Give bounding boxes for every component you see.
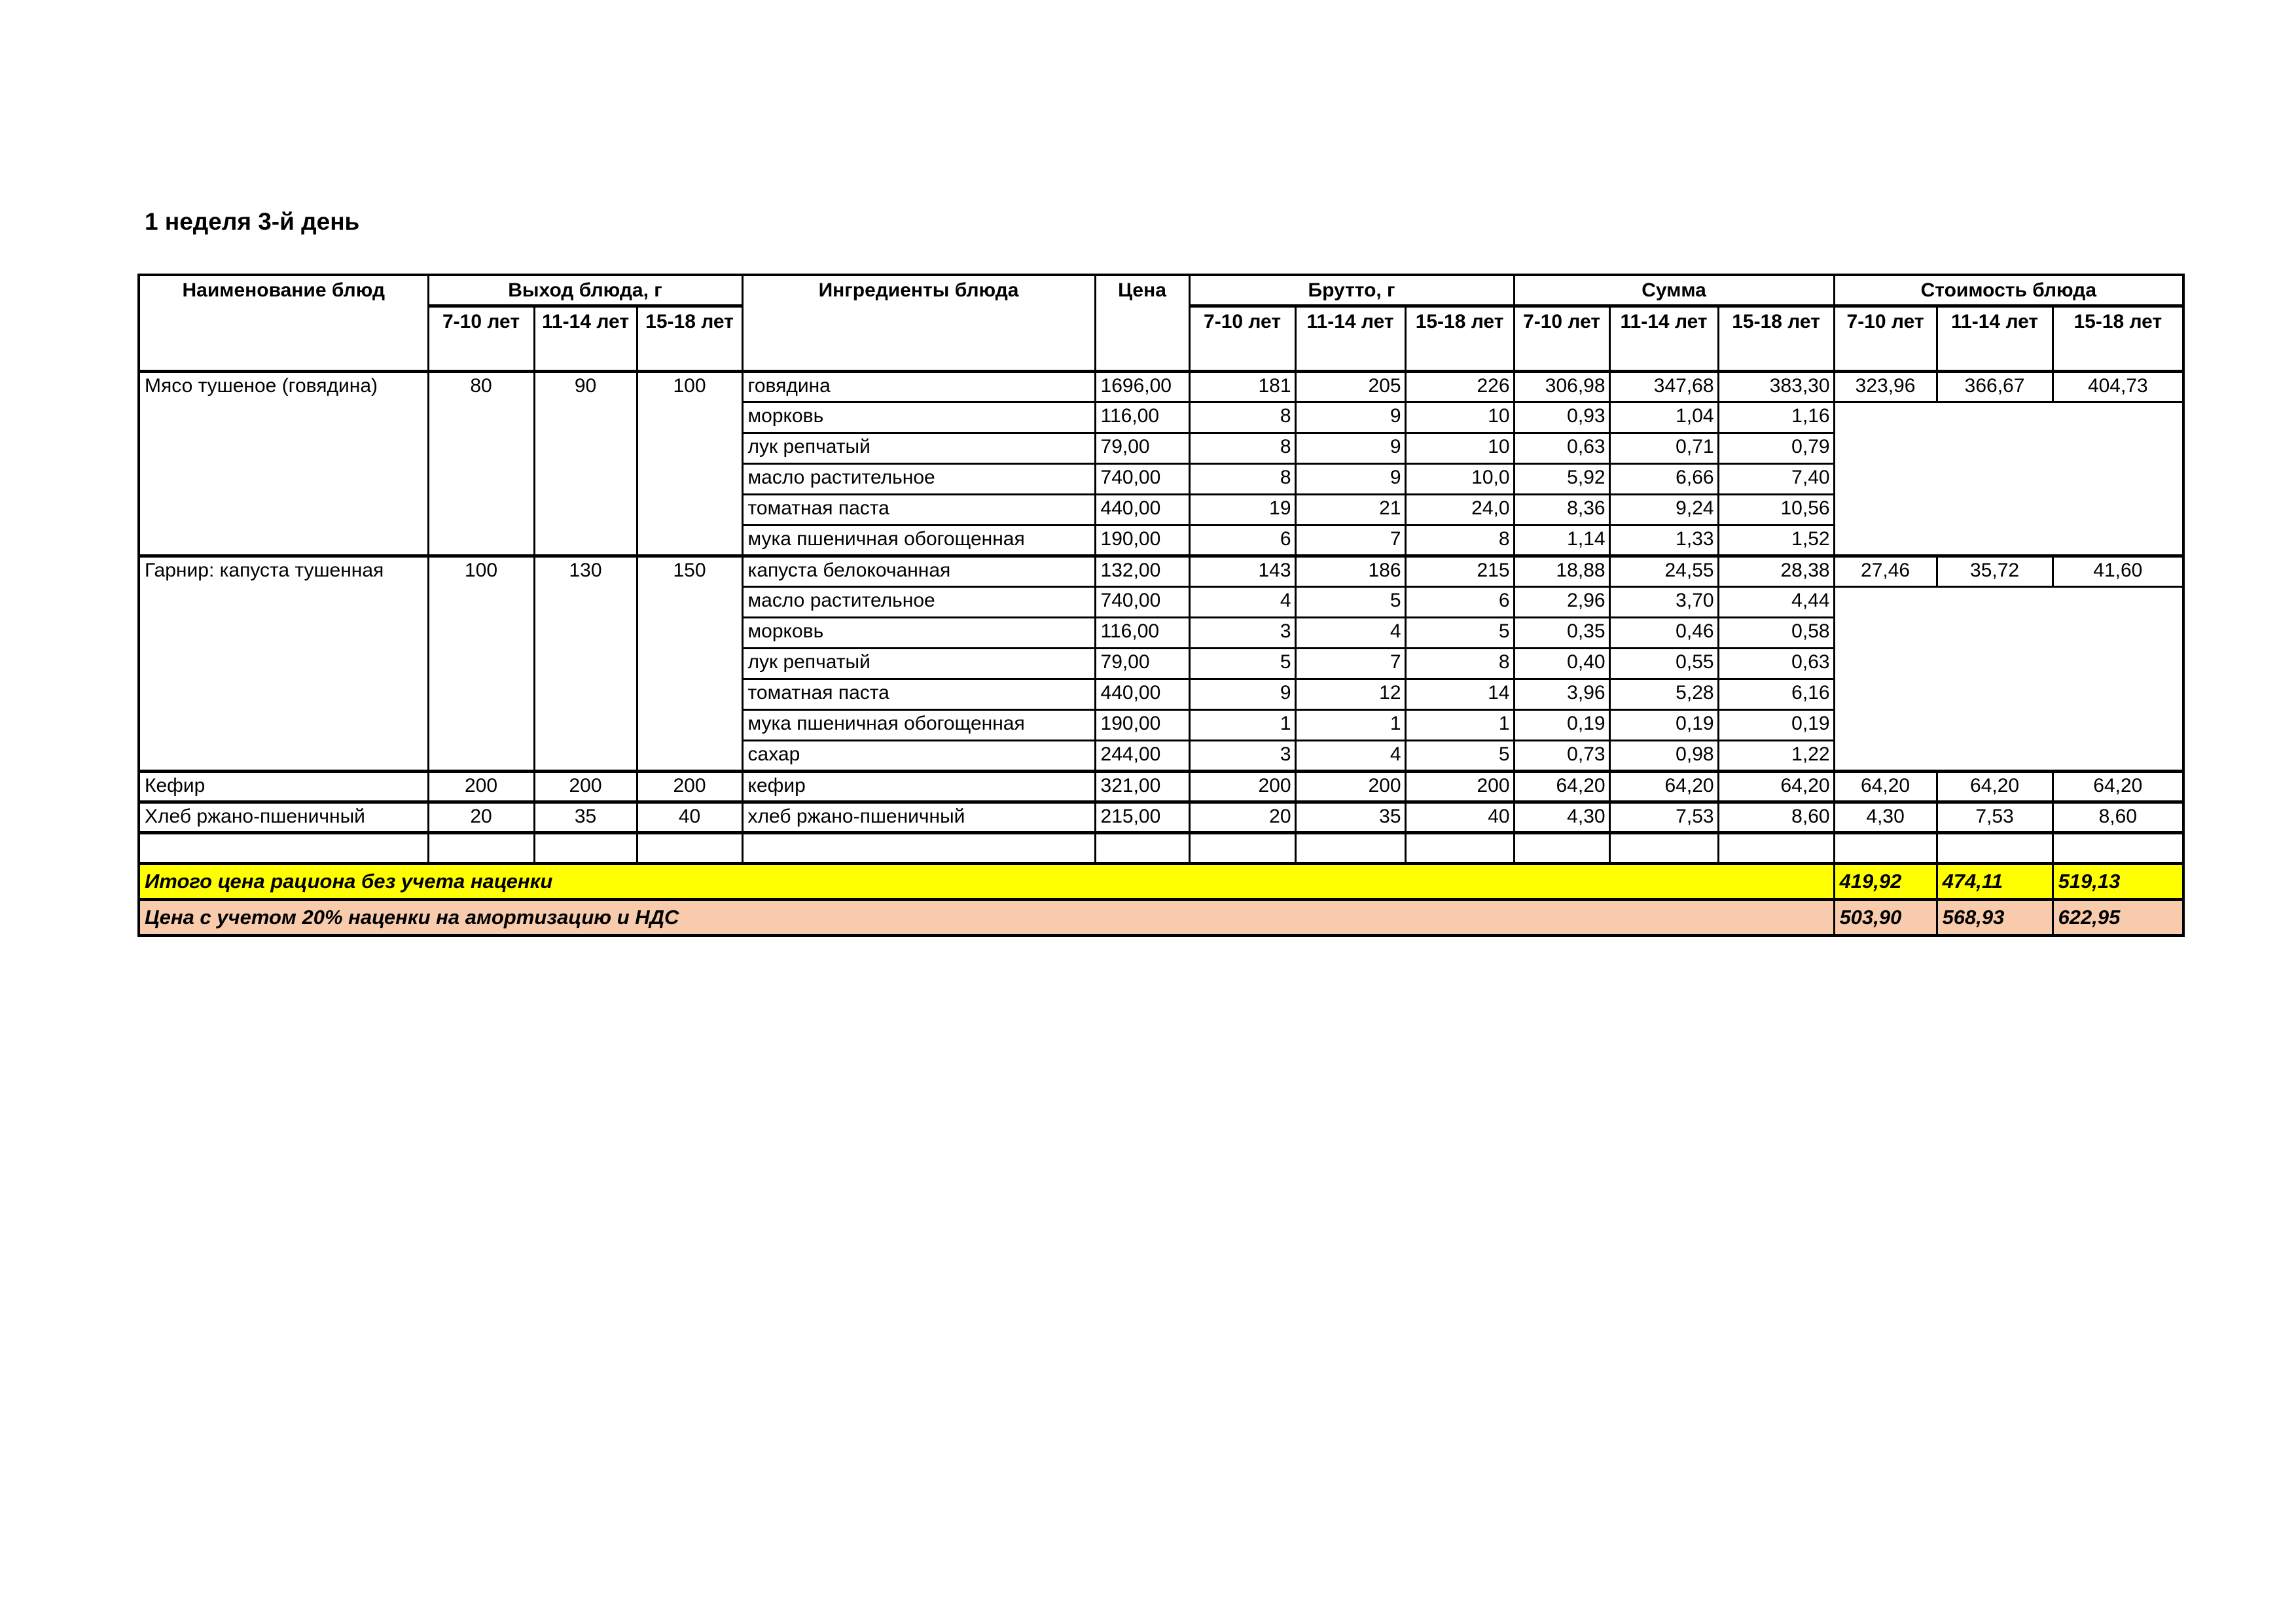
price-cell: 244,00 (1095, 740, 1189, 771)
gross-cell: 6 (1189, 525, 1295, 556)
blank-cell (1295, 832, 1405, 863)
blank-cell (534, 832, 637, 863)
dish-cost-cell: 8,60 (2053, 802, 2183, 832)
dish-cost-cell: 7,53 (1937, 802, 2053, 832)
sum-cell: 0,58 (1718, 617, 1834, 648)
ingredient-name-cell: капуста белокочанная (742, 556, 1095, 586)
output-cell: 200 (428, 771, 534, 802)
price-cell: 116,00 (1095, 617, 1189, 648)
output-cell: 80 (428, 371, 534, 556)
dish-cost-cell: 366,67 (1937, 371, 2053, 402)
blank-cell (2053, 832, 2183, 863)
sum-cell: 0,19 (1718, 709, 1834, 740)
blank-cell (1834, 586, 2183, 771)
output-cell: 40 (637, 802, 742, 832)
price-cell: 321,00 (1095, 771, 1189, 802)
blank-cell (1405, 832, 1514, 863)
gross-cell: 4 (1189, 586, 1295, 617)
ingredient-name-cell: морковь (742, 617, 1095, 648)
price-cell: 190,00 (1095, 525, 1189, 556)
dish-cost-cell: 64,20 (1937, 771, 2053, 802)
gross-cell: 1 (1189, 709, 1295, 740)
sum-cell: 0,40 (1514, 648, 1609, 679)
sum-cell: 6,16 (1718, 679, 1834, 709)
sum-cell: 64,20 (1609, 771, 1718, 802)
output-cell: 100 (637, 371, 742, 556)
ingredient-name-cell: хлеб ржано-пшеничный (742, 802, 1095, 832)
sum-cell: 0,19 (1514, 709, 1609, 740)
gross-cell: 5 (1405, 740, 1514, 771)
price-cell: 190,00 (1095, 709, 1189, 740)
ingredient-name-cell: лук репчатый (742, 433, 1095, 463)
sum-cell: 1,16 (1718, 402, 1834, 433)
blank-cell (1609, 832, 1718, 863)
sum-cell: 1,04 (1609, 402, 1718, 433)
gross-cell: 4 (1295, 617, 1405, 648)
ingredient-name-cell: масло растительное (742, 463, 1095, 494)
gross-cell: 10 (1405, 402, 1514, 433)
dish-cost-cell: 64,20 (1834, 771, 1937, 802)
col-header-dish-cost: Стоимость блюда (1834, 275, 2183, 306)
sum-cell: 64,20 (1718, 771, 1834, 802)
age-header-gross-15-18: 15-18 лет (1405, 306, 1514, 371)
col-header-dish-name: Наименование блюд (139, 275, 428, 371)
sum-cell: 1,22 (1718, 740, 1834, 771)
table-row (139, 371, 2183, 402)
sum-cell: 306,98 (1514, 371, 1609, 402)
gross-cell: 24,0 (1405, 494, 1514, 525)
sum-cell: 1,33 (1609, 525, 1718, 556)
gross-cell: 8 (1189, 433, 1295, 463)
sum-cell: 0,19 (1609, 709, 1718, 740)
dish-name-cell: Гарнир: капуста тушенная (139, 556, 428, 771)
gross-cell: 181 (1189, 371, 1295, 402)
sum-cell: 0,79 (1718, 433, 1834, 463)
gross-cell: 5 (1189, 648, 1295, 679)
gross-cell: 200 (1295, 771, 1405, 802)
sum-cell: 347,68 (1609, 371, 1718, 402)
sum-cell: 0,46 (1609, 617, 1718, 648)
subtotal-label-cell: Итого цена рациона без учета наценки (139, 863, 1834, 899)
sum-cell: 7,53 (1609, 802, 1718, 832)
dish-cost-cell: 41,60 (2053, 556, 2183, 586)
header-row-groups (139, 275, 2183, 306)
sum-cell: 0,63 (1514, 433, 1609, 463)
ingredient-name-cell: кефир (742, 771, 1095, 802)
ingredient-name-cell: томатная паста (742, 494, 1095, 525)
output-cell: 20 (428, 802, 534, 832)
blank-cell (1189, 832, 1295, 863)
gross-cell: 19 (1189, 494, 1295, 525)
sum-cell: 10,56 (1718, 494, 1834, 525)
gross-cell: 3 (1189, 617, 1295, 648)
sum-cell: 0,63 (1718, 648, 1834, 679)
col-header-output: Выход блюда, г (428, 275, 742, 306)
blank-cell (637, 832, 742, 863)
sum-cell: 7,40 (1718, 463, 1834, 494)
age-header-sum-7-10: 7-10 лет (1514, 306, 1609, 371)
gross-cell: 1 (1295, 709, 1405, 740)
gross-cell: 200 (1405, 771, 1514, 802)
output-cell: 200 (534, 771, 637, 802)
gross-cell: 20 (1189, 802, 1295, 832)
menu-cost-table (137, 274, 2185, 937)
spacer-row (139, 832, 2183, 863)
price-cell: 116,00 (1095, 402, 1189, 433)
output-cell: 100 (428, 556, 534, 771)
sum-cell: 383,30 (1718, 371, 1834, 402)
blank-cell (1834, 832, 1937, 863)
price-cell: 1696,00 (1095, 371, 1189, 402)
price-cell: 440,00 (1095, 679, 1189, 709)
gross-cell: 8 (1189, 463, 1295, 494)
output-cell: 150 (637, 556, 742, 771)
ingredient-name-cell: мука пшеничная обогощенная (742, 525, 1095, 556)
sum-cell: 2,96 (1514, 586, 1609, 617)
dish-name-cell: Хлеб ржано-пшеничный (139, 802, 428, 832)
gross-cell: 5 (1405, 617, 1514, 648)
table-row (139, 556, 2183, 586)
sum-cell: 64,20 (1514, 771, 1609, 802)
price-cell: 79,00 (1095, 648, 1189, 679)
gross-cell: 6 (1405, 586, 1514, 617)
gross-cell: 10,0 (1405, 463, 1514, 494)
subtotal-row (139, 863, 2183, 899)
gross-cell: 215 (1405, 556, 1514, 586)
sum-cell: 0,73 (1514, 740, 1609, 771)
sum-cell: 0,93 (1514, 402, 1609, 433)
gross-cell: 40 (1405, 802, 1514, 832)
age-header-output-15-18: 15-18 лет (637, 306, 742, 371)
col-header-price: Цена (1095, 275, 1189, 371)
col-header-sum: Сумма (1514, 275, 1834, 306)
age-header-sum-15-18: 15-18 лет (1718, 306, 1834, 371)
gross-cell: 3 (1189, 740, 1295, 771)
dish-name-cell: Мясо тушеное (говядина) (139, 371, 428, 556)
subtotal-value-cell: 519,13 (2053, 863, 2183, 899)
dish-cost-cell: 4,30 (1834, 802, 1937, 832)
blank-cell (1095, 832, 1189, 863)
gross-cell: 9 (1295, 463, 1405, 494)
gross-cell: 1 (1405, 709, 1514, 740)
gross-cell: 9 (1295, 433, 1405, 463)
age-header-output-7-10: 7-10 лет (428, 306, 534, 371)
ingredient-name-cell: мука пшеничная обогощенная (742, 709, 1095, 740)
gross-cell: 9 (1189, 679, 1295, 709)
sum-cell: 0,55 (1609, 648, 1718, 679)
price-cell: 440,00 (1095, 494, 1189, 525)
dish-name-cell: Кефир (139, 771, 428, 802)
table-row (139, 802, 2183, 832)
sum-cell: 0,98 (1609, 740, 1718, 771)
output-cell: 90 (534, 371, 637, 556)
dish-cost-cell: 27,46 (1834, 556, 1937, 586)
price-cell: 132,00 (1095, 556, 1189, 586)
price-cell: 740,00 (1095, 463, 1189, 494)
dish-cost-cell: 323,96 (1834, 371, 1937, 402)
sum-cell: 4,44 (1718, 586, 1834, 617)
ingredient-name-cell: говядина (742, 371, 1095, 402)
gross-cell: 143 (1189, 556, 1295, 586)
gross-cell: 8 (1189, 402, 1295, 433)
ingredient-name-cell: масло растительное (742, 586, 1095, 617)
markup-total-row (139, 899, 2183, 935)
price-cell: 740,00 (1095, 586, 1189, 617)
age-header-cost-11-14: 11-14 лет (1937, 306, 2053, 371)
output-cell: 35 (534, 802, 637, 832)
markup-total-label-cell: Цена с учетом 20% наценки на амортизацию и НДС (139, 899, 1834, 935)
gross-cell: 5 (1295, 586, 1405, 617)
dish-cost-cell: 64,20 (2053, 771, 2183, 802)
age-header-sum-11-14: 11-14 лет (1609, 306, 1718, 371)
gross-cell: 8 (1405, 648, 1514, 679)
gross-cell: 12 (1295, 679, 1405, 709)
age-header-cost-7-10: 7-10 лет (1834, 306, 1937, 371)
gross-cell: 9 (1295, 402, 1405, 433)
output-cell: 130 (534, 556, 637, 771)
sum-cell: 6,66 (1609, 463, 1718, 494)
table-row (139, 771, 2183, 802)
dish-cost-cell: 35,72 (1937, 556, 2053, 586)
ingredient-name-cell: лук репчатый (742, 648, 1095, 679)
gross-cell: 35 (1295, 802, 1405, 832)
blank-cell (1514, 832, 1609, 863)
age-header-output-11-14: 11-14 лет (534, 306, 637, 371)
sum-cell: 18,88 (1514, 556, 1609, 586)
price-cell: 79,00 (1095, 433, 1189, 463)
sum-cell: 0,35 (1514, 617, 1609, 648)
ingredient-name-cell: томатная паста (742, 679, 1095, 709)
gross-cell: 14 (1405, 679, 1514, 709)
price-cell: 215,00 (1095, 802, 1189, 832)
sum-cell: 1,52 (1718, 525, 1834, 556)
gross-cell: 8 (1405, 525, 1514, 556)
age-header-gross-7-10: 7-10 лет (1189, 306, 1295, 371)
markup-total-value-cell: 503,90 (1834, 899, 1937, 935)
col-header-gross: Брутто, г (1189, 275, 1514, 306)
blank-cell (742, 832, 1095, 863)
sum-cell: 8,36 (1514, 494, 1609, 525)
dish-cost-cell: 404,73 (2053, 371, 2183, 402)
gross-cell: 21 (1295, 494, 1405, 525)
age-header-cost-15-18: 15-18 лет (2053, 306, 2183, 371)
output-cell: 200 (637, 771, 742, 802)
gross-cell: 200 (1189, 771, 1295, 802)
age-header-gross-11-14: 11-14 лет (1295, 306, 1405, 371)
gross-cell: 226 (1405, 371, 1514, 402)
sum-cell: 3,70 (1609, 586, 1718, 617)
markup-total-value-cell: 568,93 (1937, 899, 2053, 935)
blank-cell (139, 832, 428, 863)
sum-cell: 9,24 (1609, 494, 1718, 525)
sum-cell: 0,71 (1609, 433, 1718, 463)
gross-cell: 7 (1295, 648, 1405, 679)
sum-cell: 5,92 (1514, 463, 1609, 494)
sum-cell: 5,28 (1609, 679, 1718, 709)
subtotal-value-cell: 419,92 (1834, 863, 1937, 899)
sum-cell: 8,60 (1718, 802, 1834, 832)
gross-cell: 10 (1405, 433, 1514, 463)
sum-cell: 28,38 (1718, 556, 1834, 586)
blank-cell (1834, 402, 2183, 556)
gross-cell: 205 (1295, 371, 1405, 402)
blank-cell (1718, 832, 1834, 863)
sum-cell: 1,14 (1514, 525, 1609, 556)
subtotal-value-cell: 474,11 (1937, 863, 2053, 899)
ingredient-name-cell: морковь (742, 402, 1095, 433)
markup-total-value-cell: 622,95 (2053, 899, 2183, 935)
col-header-ingredients: Ингредиенты блюда (742, 275, 1095, 371)
blank-cell (428, 832, 534, 863)
page-title: 1 неделя 3-й день (145, 208, 360, 235)
sum-cell: 4,30 (1514, 802, 1609, 832)
ingredient-name-cell: сахар (742, 740, 1095, 771)
sum-cell: 24,55 (1609, 556, 1718, 586)
gross-cell: 7 (1295, 525, 1405, 556)
gross-cell: 186 (1295, 556, 1405, 586)
gross-cell: 4 (1295, 740, 1405, 771)
sum-cell: 3,96 (1514, 679, 1609, 709)
blank-cell (1937, 832, 2053, 863)
